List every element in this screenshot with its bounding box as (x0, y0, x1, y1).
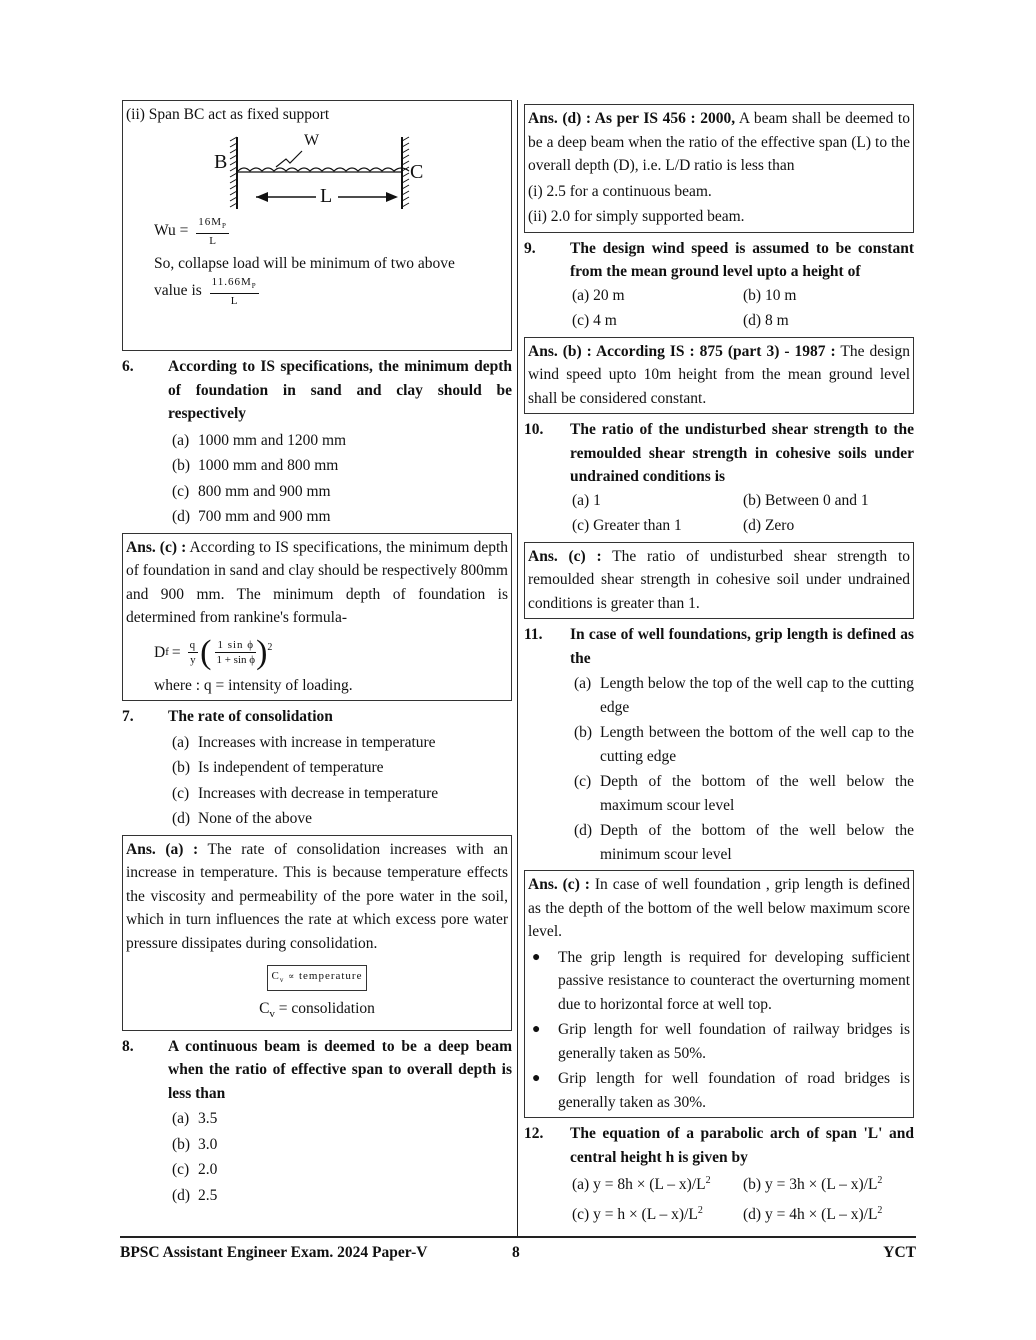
label-w: W (304, 131, 320, 149)
q12-options-ab: (a) $y = 8h \times (L - x)/L^2$ (b) $y = 3h \times (L - x)/L^2$ (572, 1175, 883, 1194)
q6-option-a: (a) 1000 mm and 1200 mm (172, 431, 347, 449)
q7-option-d: (d) None of the above (172, 810, 313, 827)
q7-option-c: (c) Increases with decrease in temperature (172, 784, 439, 802)
q10-options-cd: (c) Greater than 1 (d) Zero (572, 517, 795, 534)
bullet-item: ● The grip length is required for developing sufficient passive resistance to counteract the overturning moment due to horizontal force at well top. (528, 946, 910, 1017)
ans8-item-i: (i) 2.5 for a continuous beam. (528, 182, 712, 200)
q8-option-a: (a) 3.5 (172, 1110, 218, 1128)
question-11: 11. In case of well foundations, grip length is defined as the (a) Length below the top of the well cap to the cutting edge (b) Length between the bottom of the well cap to the cutting edge (c) Depth of the bottom of the well below the maximum scour level (d) Depth of the bottom of the well below the minimum scour level (524, 623, 914, 866)
question-6: 6. According to IS specifications, the minimum depth of foundation in sand and clay should be respectively (a) 1000 mm and 1200 mm (b) 1000 mm and 800 mm (c) 800 mm and 900 mm (d) 700 mm and 900 mm (122, 355, 512, 529)
wu-formula: Wu = $\frac{16M_P}{L}$ (154, 215, 227, 247)
q11-option-b: (b) Length between the bottom of the well cap to the cutting edge (574, 724, 914, 765)
publisher-label: YCT (883, 1244, 916, 1261)
answer-box-11: Ans. (c) : In case of well foundation , grip length is defined as the depth of the bottom of the well below maximum score level. ● The grip length is required for developing sufficient passive resistance to counteract the overturning moment due to horizontal force at well top. ● Grip length for well foundation of railway bridges is generally taken as 50%. ● Grip length for well foundation of road bridges is generally taken as 30%. (524, 870, 914, 1118)
question-8: 8. A continuous beam is deemed to be a deep beam when the ratio of effective span to overall depth is less than (a) 3.5 (b) 3.0 (c) 2.0 (d) 2.5 (122, 1035, 512, 1208)
bullet-icon: ● (532, 949, 541, 965)
left-column (122, 100, 512, 1207)
where-line: where : q = intensity of loading. (154, 676, 353, 694)
q9-options-ab: (a) 20 m (b) 10 m (572, 286, 797, 304)
q7-option-a: (a) Increases with increase in temperature (172, 733, 436, 751)
rankine-formula: D f = $\frac{q}{y}$ ( $\frac{\text{1 sin ϕ}}{\text{1 + sin ϕ}}$ ) $^2$ (154, 633, 273, 671)
answer-box-7: Ans. (a) : The rate of consolidation increases with an increase in temperature. This is because temperature effects the viscosity and permeability of the pore water in the soil, which in turn influences the rate at which excess pore water pressure dissipates during consolidation. $C_v$ ∝ temperature $C_v$ = consolidation (122, 835, 512, 1031)
label-l: L (320, 184, 333, 207)
bullet-icon: ● (532, 1071, 541, 1086)
column-divider (517, 100, 518, 1236)
right-column (524, 104, 914, 1226)
answer-box-10: Ans. (c) : The ratio of undisturbed shear strength to remoulded shear strength in cohesive soil under undrained conditions is greater than 1. (524, 542, 914, 620)
q11-option-d: (d) Depth of the bottom of the well below the minimum scour level (574, 822, 914, 863)
collapse-load-text: So, collapse load will be minimum of two above (154, 254, 455, 272)
span-bc-line: (ii) Span BC act as fixed support (126, 106, 330, 123)
q8-option-c: (c) 2.0 (172, 1161, 218, 1179)
question-10: 10. The ratio of the undisturbed shear strength to the remoulded shear strength in cohesive soils under undrained conditions is (a) 1 (b) Between 0 and 1 (c) Greater than 1 (d) Zero (524, 418, 914, 538)
ans8-item-ii: (ii) 2.0 for simply supported beam. (528, 208, 745, 225)
question-12: 12. The equation of a parabolic arch of span 'L' and central height h is given by (a) $y = 8h \times (L - x)/L^2$ (b) $y = 3h \times (L - x)/L^2$ (c) $y = h \times (L - x)/L^2$ (d) $y = 4h \times (L - x)/L^2$ (524, 1122, 914, 1226)
bullet-item: ● Grip length for well foundation of road bridges is generally taken as 30%. (528, 1067, 910, 1114)
beam-diagram (126, 127, 508, 209)
page-number: 8 (512, 1244, 520, 1261)
question-9: 9. The design wind speed is assumed to be constant from the mean ground level upto a height of (a) 20 m (b) 10 m (c) 4 m (d) 8 m (524, 237, 914, 333)
q11-option-c: (c) Depth of the bottom of the well below the maximum scour level (574, 773, 914, 814)
cv-line: $C_v$ = consolidation (259, 1000, 375, 1021)
collapse-value: value is $\frac{11.66M_P}{L}$ (154, 276, 257, 308)
value-fraction: $\frac{11.66M_P}{L}$ (211, 276, 257, 308)
q8-option-d: (d) 2.5 (172, 1186, 218, 1204)
q12-options-cd: (c) $y = h \times (L - x)/L^2$ (d) $y = 4h \times (L - x)/L^2$ (572, 1204, 883, 1223)
bullet-icon: ● (532, 1022, 541, 1037)
footer-exam-title: BPSC Assistant Engineer Exam. 2024 Paper-V (120, 1244, 428, 1261)
answer-box-5-continued (122, 100, 512, 351)
q6-option-d: (d) 700 mm and 900 mm (172, 508, 331, 525)
q8-option-b: (b) 3.0 (172, 1135, 218, 1153)
answer-box-6: Ans. (c) : According to IS specifications, the minimum depth of foundation in sand and clay should be respectively 800mm and 900 mm. The minimum depth of foundation is determined from rankine's formula- D f = $\frac{q}{y}$ ( $\frac{\text{1 sin ϕ}}{\text{1 + sin ϕ}}$ ) $^2$ where : q = intensity of loading. (122, 533, 512, 702)
page-footer (120, 1236, 916, 1265)
q6-option-b: (b) 1000 mm and 800 mm (172, 457, 339, 474)
q6-option-c: (c) 800 mm and 900 mm (172, 482, 331, 500)
label-c: C (410, 160, 424, 183)
q9-options-cd: (c) 4 m (d) 8 m (572, 312, 789, 329)
answer-box-8: Ans. (d) : As per IS 456 : 2000, A beam shall be deemed to be a deep beam when the ratio of the effective span (L) to the overall depth (D), i.e. L/D ratio is less than (i) 2.5 for a continuous beam. (ii) 2.0 for simply supported beam. (524, 104, 914, 233)
q10-options-ab: (a) 1 (b) Between 0 and 1 (572, 491, 869, 509)
bullet-item: ● Grip length for well foundation of railway bridges is generally taken as 50%. (528, 1018, 910, 1065)
wu-fraction: $\frac{16M_P}{L}$ (198, 215, 227, 247)
label-b: B (214, 150, 228, 173)
question-7: 7. The rate of consolidation (a) Increases with increase in temperature (b) Is independent of temperature (c) Increases with decrease in temperature (d) None of the above (122, 705, 512, 831)
q7-option-b: (b) Is independent of temperature (172, 759, 384, 776)
q11-option-a: (a) Length below the top of the well cap to the cutting edge (574, 675, 914, 716)
answer-box-9: Ans. (b) : According IS : 875 (part 3) - 1987 : The design wind speed upto 10m height from the mean ground level shall be considered constant. (524, 337, 914, 415)
boxed-relation: $C_v$ ∝ temperature (267, 965, 368, 991)
